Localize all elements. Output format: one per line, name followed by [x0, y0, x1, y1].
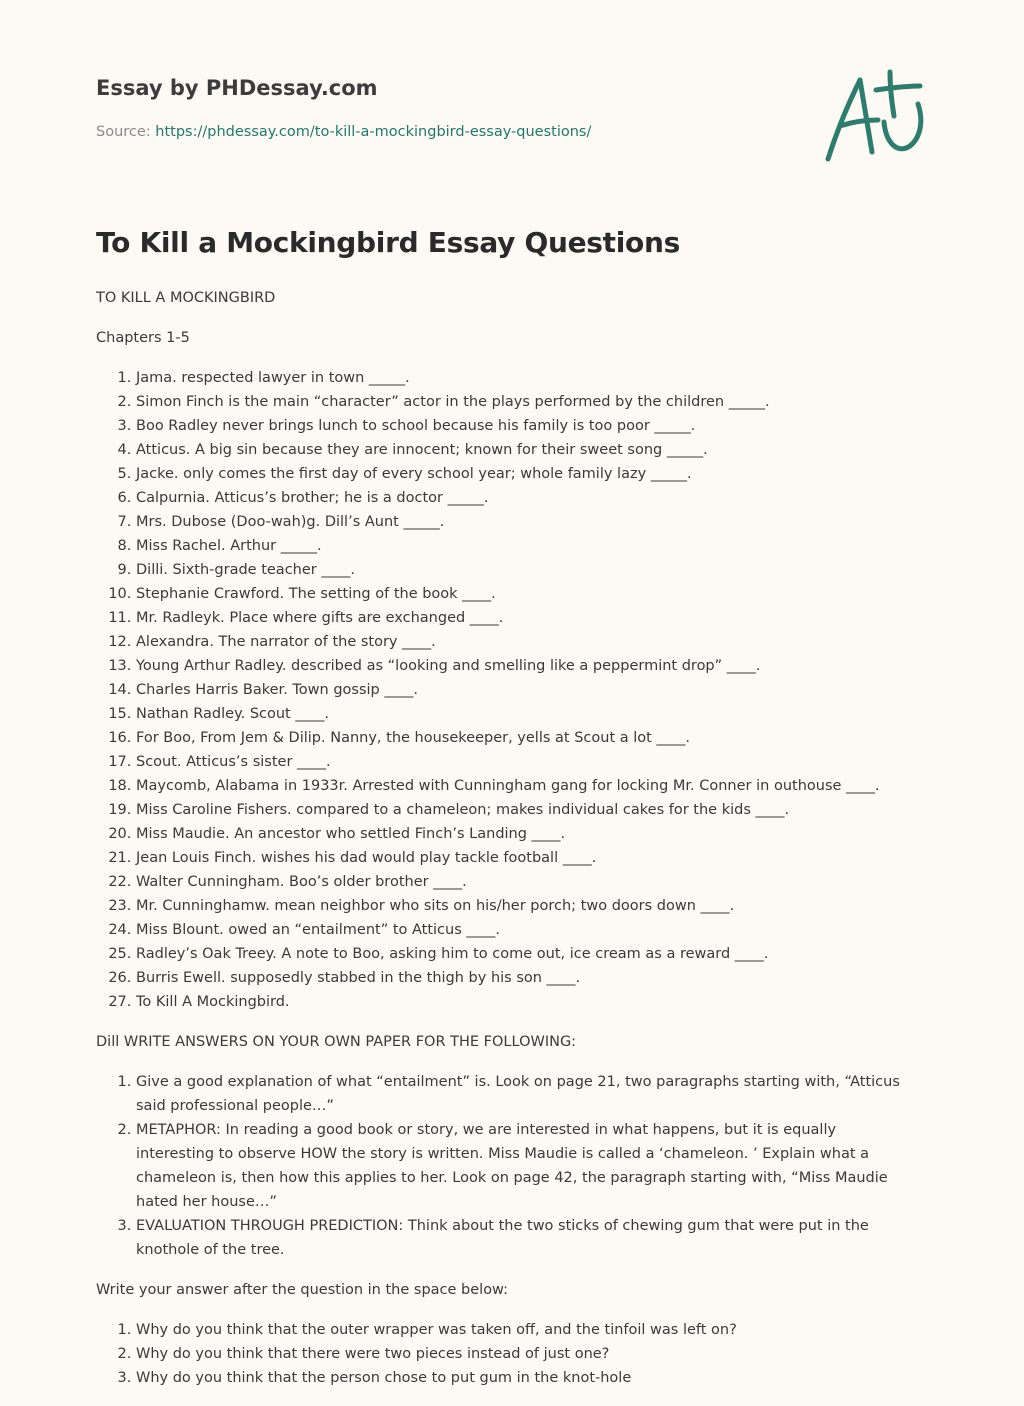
list-item: 27. To Kill A Mockingbird.	[136, 990, 916, 1014]
list-item: 16. For Boo, From Jem & Dilip. Nanny, the housekeeper, yells at Scout a lot ____.	[136, 726, 916, 750]
list-item: 2. METAPHOR: In reading a good book or story, we are interested in what happens, but it is equally interesting to observe HOW the story is written. Miss Maudie is called a ‘chameleon. ’ Explain what a chameleon is, then how this applies to her. Look on page 42, the paragraph starting with, “Miss Maudie hated her house…”	[136, 1118, 916, 1214]
write-prompt: Write your answer after the question in the space below:	[96, 1282, 509, 1298]
list-item: 3. EVALUATION THROUGH PREDICTION: Think about the two sticks of chewing gum that were put in the knothole of the tree.	[136, 1214, 916, 1262]
list-item: 3. Boo Radley never brings lunch to school because his family is too poor _____.	[136, 414, 916, 438]
list-item: 20. Miss Maudie. An ancestor who settled Finch’s Landing ____.	[136, 822, 916, 846]
list-item: 14. Charles Harris Baker. Town gossip ____.	[136, 678, 916, 702]
list-item: 9. Dilli. Sixth-grade teacher ____.	[136, 558, 916, 582]
matching-list	[96, 366, 916, 1014]
list-item: 1. Why do you think that the outer wrapper was taken off, and the tinfoil was left on?	[136, 1318, 916, 1342]
list-item: 6. Calpurnia. Atticus’s brother; he is a doctor _____.	[136, 486, 916, 510]
list-item: 23. Mr. Cunninghamw. mean neighbor who sits on his/her porch; two doors down ____.	[136, 894, 916, 918]
a-plus-logo-icon	[818, 64, 930, 168]
list-item: 5. Jacke. only comes the first day of every school year; whole family lazy _____.	[136, 462, 916, 486]
article-body	[96, 286, 916, 1406]
list-item: 8. Miss Rachel. Arthur _____.	[136, 534, 916, 558]
list-item: 12. Alexandra. The narrator of the story ____.	[136, 630, 916, 654]
list-item: 25. Radley’s Oak Treey. A note to Boo, asking him to come out, ice cream as a reward ____.	[136, 942, 916, 966]
source-link[interactable]: https://phdessay.com/to-kill-a-mockingbird-essay-questions/	[155, 124, 592, 140]
list-item: 3. Why do you think that the person chose to put gum in the knot-hole	[136, 1366, 916, 1390]
instructions: Dill WRITE ANSWERS ON YOUR OWN PAPER FOR THE FOLLOWING:	[96, 1034, 577, 1050]
list-item: 7. Mrs. Dubose (Doo-wah)g. Dill’s Aunt _____.	[136, 510, 916, 534]
book-heading: TO KILL A MOCKINGBIRD	[96, 290, 276, 306]
prediction-question-list	[96, 1318, 916, 1390]
list-item: 11. Mr. Radleyk. Place where gifts are exchanged ____.	[136, 606, 916, 630]
list-item: 26. Burris Ewell. supposedly stabbed in the thigh by his son ____.	[136, 966, 916, 990]
essay-question-list	[96, 1070, 916, 1262]
chapter-heading: Chapters 1-5	[96, 330, 190, 346]
list-item: 24. Miss Blount. owed an “entailment” to Atticus ____.	[136, 918, 916, 942]
source-label: Source:	[96, 124, 156, 140]
list-item: 10. Stephanie Crawford. The setting of the book ____.	[136, 582, 916, 606]
list-item: 1. Jama. respected lawyer in town _____.	[136, 366, 916, 390]
list-item: 18. Maycomb, Alabama in 1933r. Arrested with Cunningham gang for locking Mr. Conner in outhouse ____.	[136, 774, 916, 798]
source-line	[96, 124, 591, 140]
site-brand: Essay by PHDessay.com	[96, 76, 378, 100]
list-item: 4. Atticus. A big sin because they are innocent; known for their sweet song _____.	[136, 438, 916, 462]
list-item: 2. Simon Finch is the main “character” actor in the plays performed by the children _____.	[136, 390, 916, 414]
list-item: 17. Scout. Atticus’s sister ____.	[136, 750, 916, 774]
list-item: 22. Walter Cunningham. Boo’s older brother ____.	[136, 870, 916, 894]
list-item: 2. Why do you think that there were two pieces instead of just one?	[136, 1342, 916, 1366]
list-item: 1. Give a good explanation of what “entailment” is. Look on page 21, two paragraphs starting with, “Atticus said professional people…”	[136, 1070, 916, 1118]
list-item: 19. Miss Caroline Fishers. compared to a chameleon; makes individual cakes for the kids ____.	[136, 798, 916, 822]
page-title: To Kill a Mockingbird Essay Questions	[96, 226, 680, 259]
list-item: 15. Nathan Radley. Scout ____.	[136, 702, 916, 726]
list-item: 21. Jean Louis Finch. wishes his dad would play tackle football ____.	[136, 846, 916, 870]
list-item: 13. Young Arthur Radley. described as “looking and smelling like a peppermint drop” ____.	[136, 654, 916, 678]
